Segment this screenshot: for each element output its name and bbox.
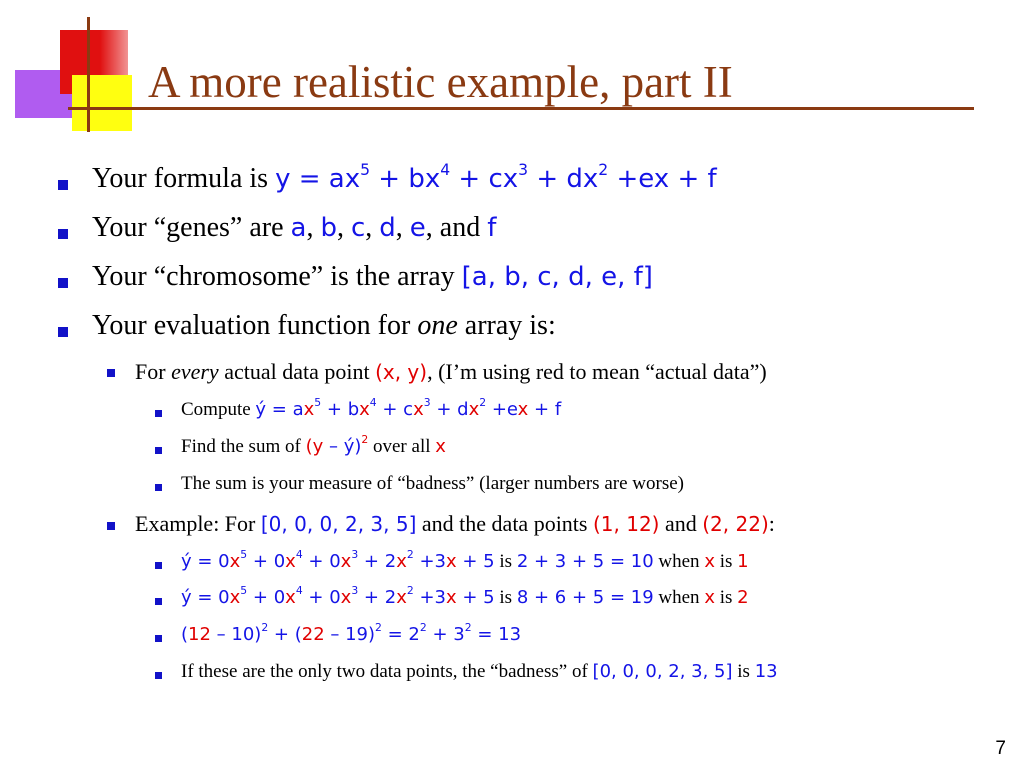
- sub-bullet-example: Example: For [0, 0, 0, 2, 3, 5] and the data points (1, 12) and (2, 22):: [135, 511, 775, 536]
- bullet-square: [58, 327, 68, 337]
- bullet-square: [107, 522, 115, 530]
- sub-sub-bullet-compute: Compute ý = $ax^5 + bx^4 + cx^3 + dx^2 +ex + f$: [181, 396, 562, 420]
- bullet-evaluation: Your evaluation function for one array is:: [92, 310, 556, 341]
- sub-sub-bullet-badness: The sum is your measure of “badness” (larger numbers are worse): [181, 473, 684, 494]
- logo-square-yellow: [72, 75, 132, 131]
- sub-sub-bullet-eval-x2: ý = $0x^5 + 0x^4 + 0x^3 + 2x^2 +3x + 5$ is 8 + 6 + 5 = 19 when x is 2: [181, 584, 749, 608]
- bullet-square: [155, 672, 162, 679]
- bullet-square: [58, 229, 68, 239]
- sub-sub-bullet-conclusion: If these are the only two data points, the “badness” of [0, 0, 0, 2, 3, 5] is 13: [181, 661, 778, 682]
- bullet-square: [155, 598, 162, 605]
- sub-sub-bullet-sum: Find the sum of (y – ý)$^2$ over all x: [181, 433, 446, 457]
- sub-sub-bullet-badness-calc: $(12 - 10)^2 + (22 - 19)^2 = 2^2 + 3^2 = 13$: [181, 621, 522, 645]
- bullet-square: [155, 447, 162, 454]
- bullet-chromosome: Your “chromosome” is the array [a, b, c, d, e, f]: [92, 261, 653, 292]
- page-number: 7: [995, 738, 1006, 759]
- slide-title: A more realistic example, part II: [148, 57, 733, 107]
- bullet-square: [155, 562, 162, 569]
- sub-bullet-every-point: For every actual data point (x, y), (I’m using red to mean “actual data”): [135, 359, 767, 384]
- bullet-square: [107, 369, 115, 377]
- bullet-square: [155, 410, 162, 417]
- bullet-formula: Your formula is $y = ax^5 + bx^4 + cx^3 + dx^2 +ex + f$: [92, 161, 717, 194]
- sub-sub-bullet-eval-x1: ý = $0x^5 + 0x^4 + 0x^3 + 2x^2 +3x + 5$ is 2 + 3 + 5 = 10 when x is 1: [181, 548, 749, 572]
- bullet-square: [155, 635, 162, 642]
- bullet-square: [58, 278, 68, 288]
- bullet-genes: Your “genes” are a, b, c, d, e, and f: [92, 212, 497, 243]
- bullet-square: [155, 484, 162, 491]
- bullet-square: [58, 180, 68, 190]
- logo-vertical-line: [87, 17, 90, 132]
